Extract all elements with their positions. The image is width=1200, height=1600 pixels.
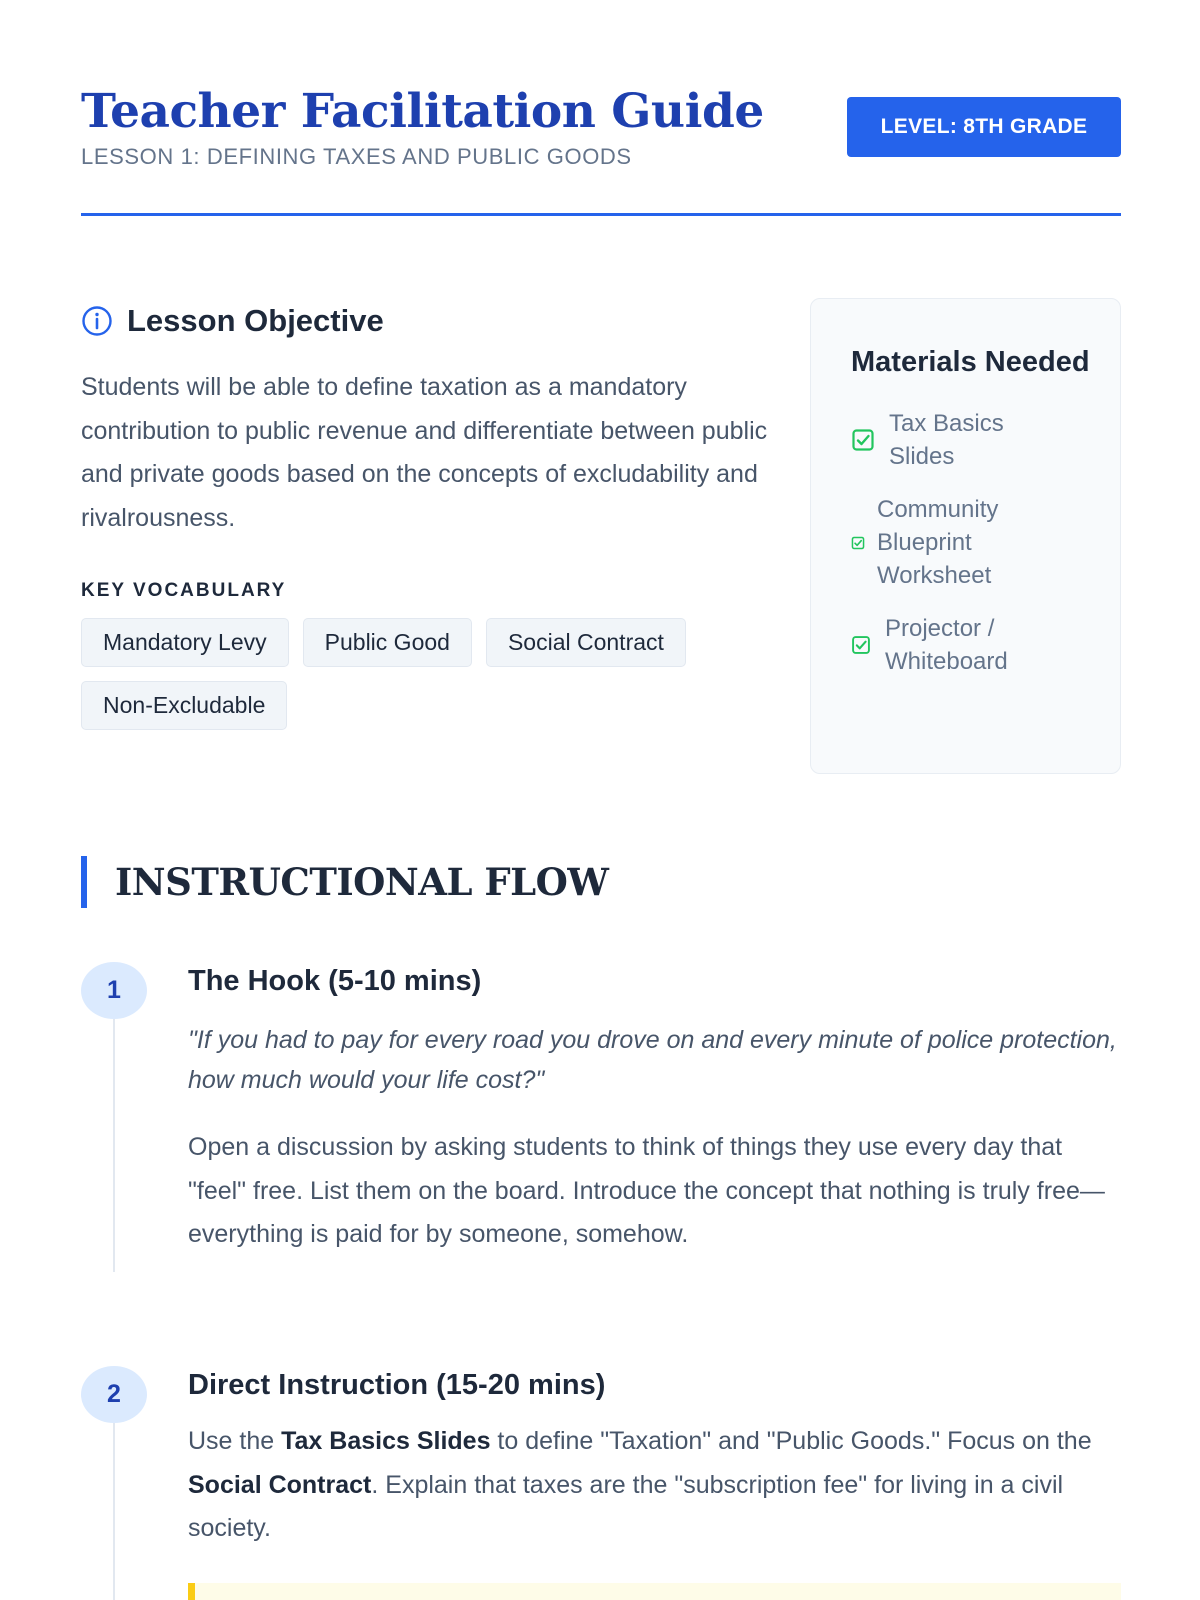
checkbox-icon xyxy=(851,635,871,655)
step-quote: "If you had to pay for every road you drove on and every minute of police protection, how much would your life cost?" xyxy=(188,1026,1117,1094)
materials-item-label: Tax Basics Slides xyxy=(889,410,1004,470)
step-title: Direct Instruction (15-20 mins) xyxy=(188,1369,606,1401)
checkbox-icon xyxy=(851,428,875,452)
step-text xyxy=(188,1420,1121,1551)
materials-item xyxy=(851,493,1090,592)
step-text-part: . Explain that taxes are the "subscription fee" for living in a civil society. xyxy=(188,1470,1064,1542)
vocab-chip: Public Good xyxy=(303,618,472,667)
flow-step xyxy=(81,962,1121,1312)
vocab-label: KEY VOCABULARY xyxy=(81,580,287,601)
step-text: Open a discussion by asking students to think of things they use every day that "feel" free. List them on the board. Introduce the concept that nothing is truly free—everything is paid for by someone, somehow. xyxy=(188,1133,1105,1248)
lesson-objective-section xyxy=(81,298,768,744)
flow-step xyxy=(81,1366,1121,1600)
timeline-line xyxy=(113,1423,115,1600)
lesson-subtitle: LESSON 1: DEFINING TAXES AND PUBLIC GOODS xyxy=(81,144,632,169)
objective-text: Students will be able to define taxation as a mandatory contribution to public revenue and differentiate between public and private goods based on the concepts of excludability and rivalrousness. xyxy=(81,373,768,532)
page-title: Teacher Facilitation Guide xyxy=(81,84,764,139)
material-reference: Tax Basics Slides xyxy=(281,1427,491,1455)
level-badge: LEVEL: 8TH GRADE xyxy=(847,97,1121,157)
step-body xyxy=(188,1366,1121,1551)
vocab-list xyxy=(81,618,761,744)
materials-item-label: Community Blueprint Worksheet xyxy=(877,496,999,589)
step-number: 1 xyxy=(81,962,147,1019)
materials-heading: Materials Needed xyxy=(851,346,1090,378)
step-text-part: Use the xyxy=(188,1427,282,1455)
flow-heading-text: INSTRUCTIONAL FLOW xyxy=(115,860,609,904)
checkbox-icon xyxy=(851,536,865,550)
info-icon xyxy=(81,305,113,337)
timeline-line xyxy=(113,1019,115,1272)
materials-item xyxy=(851,612,1090,678)
key-term: Social Contract xyxy=(188,1470,372,1499)
teacher-note-box xyxy=(188,1583,1121,1600)
step-body xyxy=(188,962,1121,1257)
instructional-flow-heading xyxy=(81,856,608,908)
objective-heading: Lesson Objective xyxy=(127,303,384,338)
vocab-chip: Social Contract xyxy=(486,618,686,667)
step-text-part: to define "Taxation" and "Public Goods." Focus on the xyxy=(490,1427,1092,1455)
vocab-chip: Mandatory Levy xyxy=(81,618,289,667)
guide-header xyxy=(81,84,1121,216)
materials-item-label: Projector / Whiteboard xyxy=(885,615,1008,675)
materials-list xyxy=(851,407,1090,678)
objective-heading-row xyxy=(81,298,761,344)
step-number: 2 xyxy=(81,1366,147,1423)
vocab-chip: Non-Excludable xyxy=(81,681,287,730)
step-title: The Hook (5-10 mins) xyxy=(188,965,482,997)
facilitation-guide-page xyxy=(81,0,1121,1600)
materials-card xyxy=(810,298,1121,774)
materials-item xyxy=(851,407,1090,473)
